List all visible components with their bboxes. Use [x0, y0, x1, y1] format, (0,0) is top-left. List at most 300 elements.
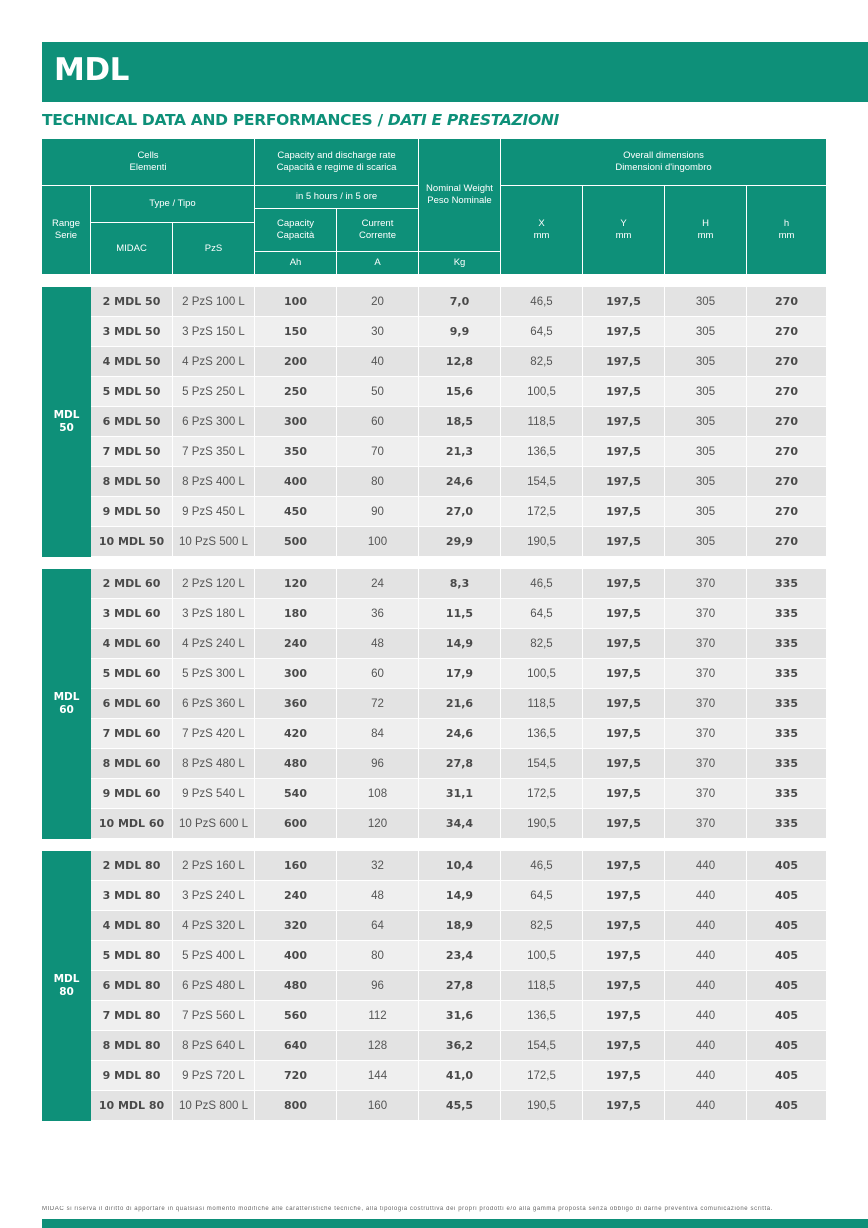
- table-cell: 50: [337, 377, 419, 407]
- table-row: [91, 1091, 827, 1121]
- table-cell: 270: [747, 287, 827, 317]
- table-cell: 120: [337, 809, 419, 839]
- table-cell: 36,2: [419, 1031, 501, 1061]
- table-cell: 3 PzS 180 L: [173, 599, 255, 629]
- table-cell: 305: [665, 347, 747, 377]
- table-cell: 100: [337, 527, 419, 557]
- table-cell: 2 PzS 160 L: [173, 851, 255, 881]
- table-cell: 405: [747, 971, 827, 1001]
- table-cell: 4 MDL 50: [91, 347, 173, 377]
- range-label-line: MDL: [53, 973, 80, 985]
- table-cell: 540: [255, 779, 337, 809]
- table-cell: 600: [255, 809, 337, 839]
- header-weight-en: Nominal Weight: [426, 183, 493, 194]
- table-cell: 31,1: [419, 779, 501, 809]
- header-cap-en: Capacity: [277, 218, 314, 229]
- table-cell: 160: [255, 851, 337, 881]
- table-cell: 2 MDL 80: [91, 851, 173, 881]
- table-cell: 112: [337, 1001, 419, 1031]
- table-cell: 7 MDL 50: [91, 437, 173, 467]
- table-cell: 197,5: [583, 881, 665, 911]
- table-cell: 300: [255, 659, 337, 689]
- table-cell: 197,5: [583, 851, 665, 881]
- table-cell: 335: [747, 749, 827, 779]
- table-cell: 305: [665, 377, 747, 407]
- table-cell: 197,5: [583, 497, 665, 527]
- header-cells-it: Elementi: [129, 162, 167, 173]
- table-cell: 370: [665, 569, 747, 599]
- table-cell: 46,5: [501, 569, 583, 599]
- table-cell: 190,5: [501, 1091, 583, 1121]
- table-cell: 60: [337, 659, 419, 689]
- header-cells-en: Cells: [137, 150, 159, 161]
- table-cell: 370: [665, 689, 747, 719]
- table-cell: 190,5: [501, 809, 583, 839]
- table-cell: 96: [337, 749, 419, 779]
- header-midac-label: MIDAC: [116, 242, 147, 254]
- header-x-label: X: [538, 218, 545, 229]
- table-cell: 3 PzS 240 L: [173, 881, 255, 911]
- header-h-label: h: [783, 218, 790, 229]
- table-cell: 405: [747, 1031, 827, 1061]
- table-cell: 197,5: [583, 317, 665, 347]
- table-cell: 197,5: [583, 407, 665, 437]
- table-cell: 6 MDL 60: [91, 689, 173, 719]
- table-cell: 150: [255, 317, 337, 347]
- table-cell: 300: [255, 407, 337, 437]
- table-cell: 240: [255, 629, 337, 659]
- table-cell: 45,5: [419, 1091, 501, 1121]
- table-cell: 70: [337, 437, 419, 467]
- table-cell: 120: [255, 569, 337, 599]
- table-cell: 3 MDL 80: [91, 881, 173, 911]
- table-cell: 8,3: [419, 569, 501, 599]
- header-pzs: [173, 223, 255, 275]
- table-cell: 405: [747, 1061, 827, 1091]
- table-cell: 154,5: [501, 1031, 583, 1061]
- table-cell: 21,6: [419, 689, 501, 719]
- table-cell: 160: [337, 1091, 419, 1121]
- table-cell: 370: [665, 659, 747, 689]
- table-cell: 32: [337, 851, 419, 881]
- table-cell: 405: [747, 1001, 827, 1031]
- range-label-line: 60: [59, 704, 74, 716]
- table-cell: 64,5: [501, 317, 583, 347]
- table-cell: 82,5: [501, 347, 583, 377]
- table-row: [91, 779, 827, 809]
- header-range: [42, 186, 91, 275]
- table-row: [91, 317, 827, 347]
- table-cell: 34,4: [419, 809, 501, 839]
- table-cell: 80: [337, 941, 419, 971]
- table-row: [91, 1031, 827, 1061]
- table-cell: 197,5: [583, 599, 665, 629]
- table-cell: 10 MDL 80: [91, 1091, 173, 1121]
- header-unit-kg: [419, 252, 501, 275]
- title-banner: [42, 42, 868, 102]
- table-row: [91, 377, 827, 407]
- table-cell: 370: [665, 599, 747, 629]
- table-cell: 7 MDL 80: [91, 1001, 173, 1031]
- table-cell: 5 PzS 250 L: [173, 377, 255, 407]
- table-cell: 305: [665, 437, 747, 467]
- table-cell: 8 MDL 50: [91, 467, 173, 497]
- header-weight: [419, 139, 501, 252]
- table-cell: 84: [337, 719, 419, 749]
- table-row: [91, 941, 827, 971]
- table-cell: 172,5: [501, 497, 583, 527]
- table-cell: 400: [255, 941, 337, 971]
- header-x-unit: mm: [533, 230, 550, 241]
- table-cell: 118,5: [501, 971, 583, 1001]
- table-cell: 4 MDL 80: [91, 911, 173, 941]
- table-cell: 305: [665, 317, 747, 347]
- table-row: [91, 569, 827, 599]
- table-row: [91, 1001, 827, 1031]
- table-cell: 2 PzS 100 L: [173, 287, 255, 317]
- table-cell: 136,5: [501, 1001, 583, 1031]
- header-hours: [255, 186, 419, 209]
- table-cell: 6 MDL 80: [91, 971, 173, 1001]
- header-unit-ah: [255, 252, 337, 275]
- header-unit-kg-label: Kg: [453, 257, 466, 268]
- subtitle-italian: DATI E PRESTAZIONI: [387, 111, 559, 129]
- table-cell: 10 PzS 800 L: [173, 1091, 255, 1121]
- table-cell: 4 MDL 60: [91, 629, 173, 659]
- table-cell: 480: [255, 971, 337, 1001]
- table-cell: 197,5: [583, 629, 665, 659]
- table-cell: 23,4: [419, 941, 501, 971]
- table-cell: 2 MDL 50: [91, 287, 173, 317]
- header-x: [501, 186, 583, 275]
- header-pzs-label: PzS: [204, 242, 223, 254]
- table-cell: 100,5: [501, 377, 583, 407]
- table-cell: 197,5: [583, 467, 665, 497]
- table-cell: 197,5: [583, 347, 665, 377]
- table-cell: 118,5: [501, 689, 583, 719]
- table-cell: 180: [255, 599, 337, 629]
- header-H-label: H: [702, 218, 709, 229]
- table-cell: 197,5: [583, 809, 665, 839]
- table-cell: 136,5: [501, 437, 583, 467]
- table-cell: 197,5: [583, 941, 665, 971]
- table-cell: 6 PzS 480 L: [173, 971, 255, 1001]
- table-row: [91, 629, 827, 659]
- table-cell: 8 PzS 400 L: [173, 467, 255, 497]
- table-cell: 3 MDL 50: [91, 317, 173, 347]
- table-cell: 10 MDL 60: [91, 809, 173, 839]
- table-cell: 335: [747, 659, 827, 689]
- range-label-line: MDL: [53, 409, 80, 421]
- table-cell: 405: [747, 911, 827, 941]
- header-cap: [255, 209, 337, 252]
- table-cell: 370: [665, 629, 747, 659]
- table-cell: 270: [747, 317, 827, 347]
- table-cell: 440: [665, 1031, 747, 1061]
- table-row: [91, 809, 827, 839]
- footer-bar: [42, 1219, 868, 1228]
- table-cell: 440: [665, 1001, 747, 1031]
- table-cell: 29,9: [419, 527, 501, 557]
- table-cell: 305: [665, 407, 747, 437]
- table-cell: 100,5: [501, 941, 583, 971]
- table-cell: 9 PzS 540 L: [173, 779, 255, 809]
- table-cell: 640: [255, 1031, 337, 1061]
- table-cell: 7 PzS 560 L: [173, 1001, 255, 1031]
- table-cell: 2 MDL 60: [91, 569, 173, 599]
- table-cell: 350: [255, 437, 337, 467]
- table-cell: 100: [255, 287, 337, 317]
- header-unit-ah-label: Ah: [289, 257, 302, 268]
- table-cell: 270: [747, 527, 827, 557]
- table-cell: 20: [337, 287, 419, 317]
- range-label: [42, 569, 91, 839]
- table-cell: 15,6: [419, 377, 501, 407]
- table-cell: 40: [337, 347, 419, 377]
- table-cell: 480: [255, 749, 337, 779]
- header-cap-it: Capacità: [276, 230, 315, 241]
- table-cell: 7 MDL 60: [91, 719, 173, 749]
- header-current: [337, 209, 419, 252]
- table-cell: 270: [747, 437, 827, 467]
- header-type: [91, 186, 255, 223]
- table-row: [91, 407, 827, 437]
- header-weight-it: Peso Nominale: [427, 195, 492, 206]
- table-cell: 197,5: [583, 659, 665, 689]
- table-cell: 197,5: [583, 377, 665, 407]
- table-cell: 240: [255, 881, 337, 911]
- table-cell: 48: [337, 629, 419, 659]
- header-hours-label: in 5 hours / in 5 ore: [295, 191, 378, 202]
- table-cell: 30: [337, 317, 419, 347]
- table-group: [42, 851, 827, 1121]
- table-cell: 305: [665, 527, 747, 557]
- header-dimensions-it: Dimensioni d'ingombro: [615, 162, 712, 173]
- range-label-line: 50: [59, 422, 74, 434]
- table-cell: 9 MDL 80: [91, 1061, 173, 1091]
- table-cell: 9 PzS 450 L: [173, 497, 255, 527]
- table-cell: 440: [665, 881, 747, 911]
- table-cell: 5 MDL 80: [91, 941, 173, 971]
- table-cell: 9 MDL 50: [91, 497, 173, 527]
- table-cell: 5 MDL 60: [91, 659, 173, 689]
- table-cell: 370: [665, 719, 747, 749]
- header-capacity-en: Capacity and discharge rate: [277, 150, 396, 161]
- table-cell: 7,0: [419, 287, 501, 317]
- table-cell: 197,5: [583, 1061, 665, 1091]
- header-H: [665, 186, 747, 275]
- table-cell: 420: [255, 719, 337, 749]
- table-cell: 370: [665, 779, 747, 809]
- table-row: [91, 347, 827, 377]
- table-cell: 270: [747, 497, 827, 527]
- table-cell: 144: [337, 1061, 419, 1091]
- header-dimensions: [501, 139, 827, 186]
- table-cell: 5 PzS 400 L: [173, 941, 255, 971]
- table-cell: 320: [255, 911, 337, 941]
- table-cell: 14,9: [419, 881, 501, 911]
- table-group: [42, 287, 827, 557]
- table-cell: 4 PzS 240 L: [173, 629, 255, 659]
- table-cell: 24,6: [419, 719, 501, 749]
- table-cell: 440: [665, 911, 747, 941]
- table-cell: 197,5: [583, 527, 665, 557]
- table-cell: 270: [747, 377, 827, 407]
- table-cell: 64: [337, 911, 419, 941]
- table-row: [91, 497, 827, 527]
- range-label: [42, 851, 91, 1121]
- table-cell: 197,5: [583, 911, 665, 941]
- table-cell: 405: [747, 941, 827, 971]
- table-cell: 197,5: [583, 749, 665, 779]
- table-cell: 305: [665, 467, 747, 497]
- table-cell: 190,5: [501, 527, 583, 557]
- table-cell: 64,5: [501, 599, 583, 629]
- table-cell: 48: [337, 881, 419, 911]
- table-cell: 8 MDL 60: [91, 749, 173, 779]
- table-cell: 440: [665, 971, 747, 1001]
- table-cell: 41,0: [419, 1061, 501, 1091]
- table-cell: 108: [337, 779, 419, 809]
- table-cell: 197,5: [583, 437, 665, 467]
- table-cell: 27,8: [419, 749, 501, 779]
- table-cell: 8 PzS 480 L: [173, 749, 255, 779]
- table-cell: 335: [747, 689, 827, 719]
- table-cell: 7 PzS 420 L: [173, 719, 255, 749]
- table-cell: 305: [665, 497, 747, 527]
- table-cell: 197,5: [583, 689, 665, 719]
- table-cell: 118,5: [501, 407, 583, 437]
- table-cell: 128: [337, 1031, 419, 1061]
- header-h: [747, 186, 827, 275]
- header-y-label: Y: [620, 218, 627, 229]
- table-cell: 197,5: [583, 779, 665, 809]
- table-cell: 197,5: [583, 719, 665, 749]
- table-cell: 82,5: [501, 629, 583, 659]
- table-cell: 9,9: [419, 317, 501, 347]
- header-unit-a: [337, 252, 419, 275]
- table-row: [91, 437, 827, 467]
- table-row: [91, 881, 827, 911]
- table-cell: 360: [255, 689, 337, 719]
- table-cell: 197,5: [583, 1031, 665, 1061]
- range-label-line: 80: [59, 986, 74, 998]
- table-cell: 335: [747, 569, 827, 599]
- header-capacity: [255, 139, 419, 186]
- table-cell: 5 MDL 50: [91, 377, 173, 407]
- header-range-it: Serie: [54, 230, 78, 241]
- table-cell: 172,5: [501, 779, 583, 809]
- table-cell: 27,0: [419, 497, 501, 527]
- table-cell: 270: [747, 347, 827, 377]
- table-cell: 370: [665, 809, 747, 839]
- table-cell: 197,5: [583, 569, 665, 599]
- table-cell: 24: [337, 569, 419, 599]
- table-cell: 560: [255, 1001, 337, 1031]
- table-cell: 197,5: [583, 1091, 665, 1121]
- page-title: MDL: [54, 52, 129, 88]
- table-cell: 82,5: [501, 911, 583, 941]
- header-midac: [91, 223, 173, 275]
- header-type-label: Type / Tipo: [149, 198, 196, 209]
- table-row: [91, 527, 827, 557]
- table-cell: 270: [747, 467, 827, 497]
- table-cell: 440: [665, 851, 747, 881]
- table-cell: 36: [337, 599, 419, 629]
- header-current-en: Current: [361, 218, 394, 229]
- header-H-unit: mm: [697, 230, 714, 241]
- table-cell: 4 PzS 320 L: [173, 911, 255, 941]
- table-cell: 46,5: [501, 851, 583, 881]
- header-cells: [42, 139, 255, 186]
- table-cell: 197,5: [583, 1001, 665, 1031]
- table-cell: 80: [337, 467, 419, 497]
- table-cell: 720: [255, 1061, 337, 1091]
- table-row: [91, 719, 827, 749]
- header-dimensions-en: Overall dimensions: [623, 150, 704, 161]
- table-row: [91, 467, 827, 497]
- table-cell: 405: [747, 851, 827, 881]
- table-cell: 3 PzS 150 L: [173, 317, 255, 347]
- table-cell: 200: [255, 347, 337, 377]
- table-cell: 6 PzS 360 L: [173, 689, 255, 719]
- table-cell: 12,8: [419, 347, 501, 377]
- table-cell: 440: [665, 1091, 747, 1121]
- table-cell: 450: [255, 497, 337, 527]
- header-y: [583, 186, 665, 275]
- table-cell: 8 PzS 640 L: [173, 1031, 255, 1061]
- table-row: [91, 1061, 827, 1091]
- table-cell: 72: [337, 689, 419, 719]
- range-label: [42, 287, 91, 557]
- table-cell: 9 MDL 60: [91, 779, 173, 809]
- table-cell: 10 PzS 500 L: [173, 527, 255, 557]
- table-row: [91, 599, 827, 629]
- table-cell: 7 PzS 350 L: [173, 437, 255, 467]
- footer-disclaimer: MIDAC si riserva il diritto di apportare in qualsiasi momento modifiche alle caratteristiche tecniche, alla tipologia costruttiva dei propri prodotti e/o alla gamma proposta senza obbligo di darne preventiva comunicazione scritta.: [42, 1206, 773, 1212]
- table-cell: 405: [747, 1091, 827, 1121]
- table-cell: 335: [747, 629, 827, 659]
- table-group: [42, 569, 827, 839]
- table-cell: 31,6: [419, 1001, 501, 1031]
- table-cell: 335: [747, 719, 827, 749]
- table-cell: 440: [665, 941, 747, 971]
- header-h-unit: mm: [778, 230, 795, 241]
- table-cell: 800: [255, 1091, 337, 1121]
- table-cell: 405: [747, 881, 827, 911]
- table-row: [91, 659, 827, 689]
- table-cell: 8 MDL 80: [91, 1031, 173, 1061]
- table-cell: 27,8: [419, 971, 501, 1001]
- table-row: [91, 851, 827, 881]
- table-row: [91, 287, 827, 317]
- table-cell: 11,5: [419, 599, 501, 629]
- table-cell: 24,6: [419, 467, 501, 497]
- table-cell: 400: [255, 467, 337, 497]
- table-cell: 6 MDL 50: [91, 407, 173, 437]
- range-label-line: MDL: [53, 691, 80, 703]
- table-row: [91, 689, 827, 719]
- table-cell: 17,9: [419, 659, 501, 689]
- table-cell: 64,5: [501, 881, 583, 911]
- table-cell: 250: [255, 377, 337, 407]
- table-cell: 10,4: [419, 851, 501, 881]
- table-cell: 96: [337, 971, 419, 1001]
- table-cell: 5 PzS 300 L: [173, 659, 255, 689]
- table-cell: 2 PzS 120 L: [173, 569, 255, 599]
- table-cell: 14,9: [419, 629, 501, 659]
- table-cell: 6 PzS 300 L: [173, 407, 255, 437]
